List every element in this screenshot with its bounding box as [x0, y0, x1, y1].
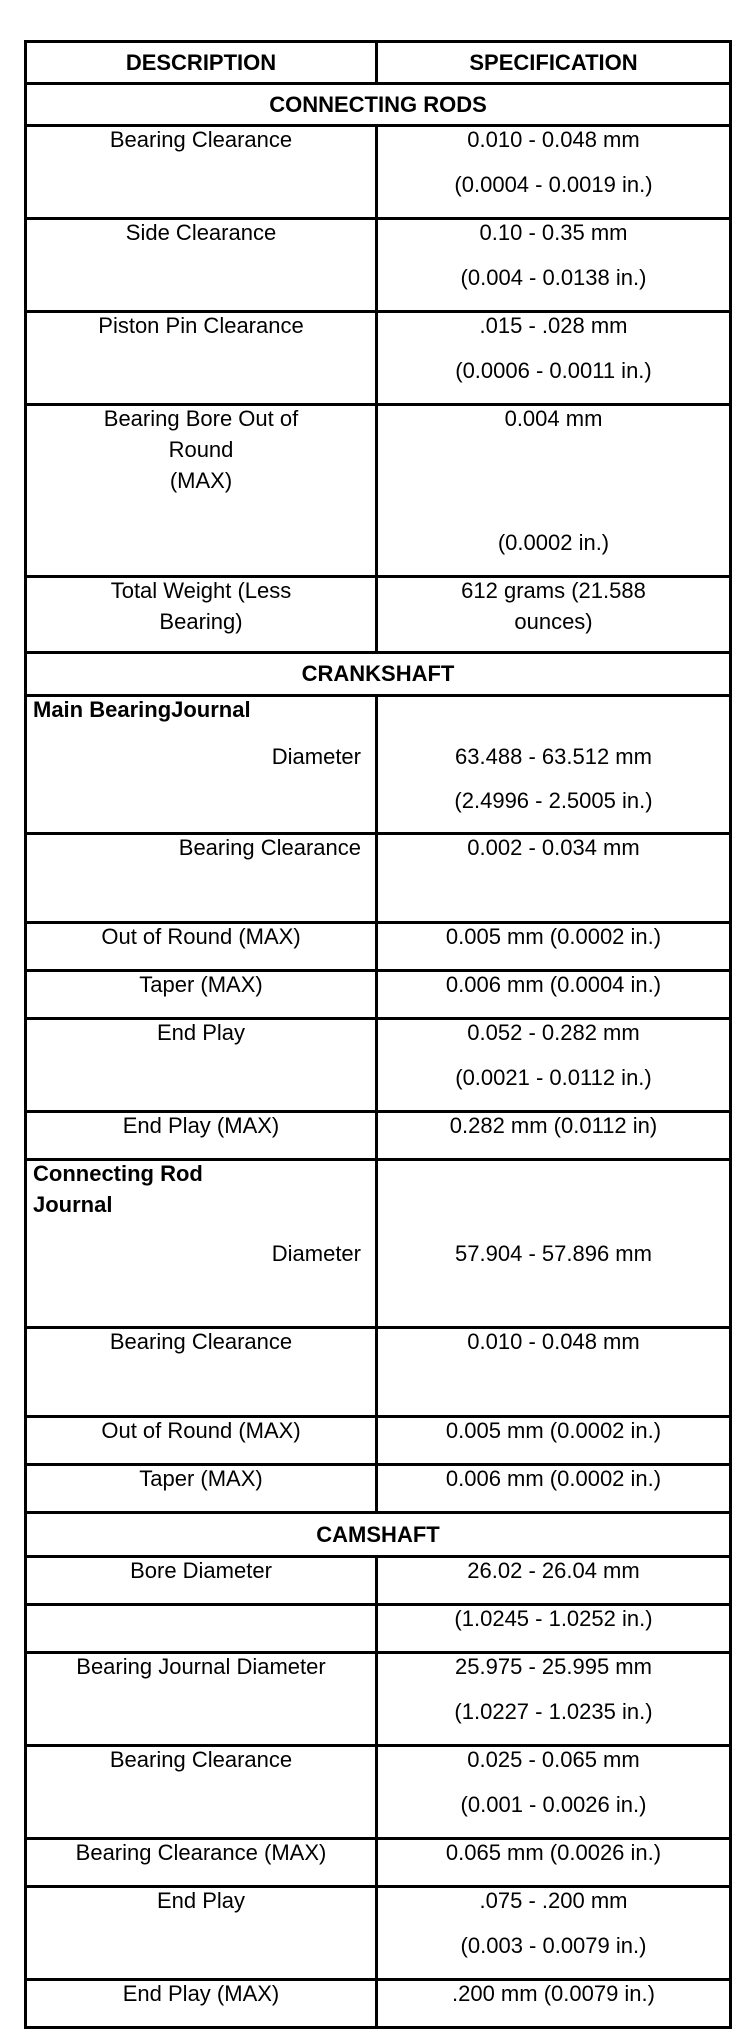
description-line: Piston Pin Clearance: [98, 313, 304, 338]
description-line: End Play (MAX): [122, 1981, 280, 2006]
description-line: Out of Round (MAX): [101, 1418, 301, 1443]
description-line: Bearing Clearance (MAX): [75, 1840, 327, 1865]
specification-line: 25.975 - 25.995 mm: [455, 1654, 652, 1679]
specification-line: 0.052 - 0.282 mm: [467, 1020, 640, 1045]
description-cell: [26, 1465, 377, 1513]
specification-cell: [377, 1328, 731, 1417]
table-row: [26, 1417, 731, 1465]
specification-line: 0.025 - 0.065 mm: [467, 1747, 640, 1772]
specification-cell: [377, 1557, 731, 1605]
description-line: Total Weight (Less: [110, 578, 292, 603]
specification-line: .075 - .200 mm: [479, 1888, 628, 1913]
specification-cell: [377, 1112, 731, 1160]
table-row: [26, 1887, 731, 1980]
description-cell: [26, 1328, 377, 1417]
description-line: Bearing Clearance: [109, 1329, 293, 1354]
specification-line: 0.282 mm (0.0112 in): [449, 1113, 658, 1138]
specification-line: 0.005 mm (0.0002 in.): [445, 1418, 662, 1443]
table-row: [26, 696, 731, 834]
description-line: Bearing Clearance: [178, 835, 361, 860]
section-title: CAMSHAFT: [26, 1513, 731, 1557]
description-line: Bearing Bore Out of: [103, 406, 299, 431]
specification-line: [378, 485, 729, 530]
specification-cell: [377, 834, 731, 923]
description-cell: [26, 219, 377, 312]
specification-line: (0.0006 - 0.0011 in.): [455, 358, 652, 383]
specification-cell: [377, 971, 731, 1019]
specification-cell: [377, 1417, 731, 1465]
specification-cell: [377, 405, 731, 577]
table-row: [26, 1160, 731, 1328]
description-line: Connecting Rod: [33, 1161, 203, 1186]
description-cell: [26, 1417, 377, 1465]
section-header-row: [26, 84, 731, 126]
description-line: Diameter: [271, 1241, 361, 1266]
specification-line: (2.4996 - 2.5005 in.): [454, 788, 653, 813]
description-line: End Play: [156, 1888, 246, 1913]
description-line: Round: [168, 437, 234, 462]
description-line: Journal: [33, 1192, 113, 1217]
description-cell: [26, 1112, 377, 1160]
table-header-row: [26, 42, 731, 84]
section-header-row: [26, 653, 731, 696]
specification-line: 0.005 mm (0.0002 in.): [445, 924, 662, 949]
description-cell: [26, 1557, 377, 1605]
specification-line: 0.006 mm (0.0002 in.): [445, 1466, 662, 1491]
section-title: CONNECTING RODS: [26, 84, 731, 126]
specification-line: 612 grams (21.588: [461, 578, 646, 603]
specification-line: 0.065 mm (0.0026 in.): [445, 1840, 662, 1865]
specification-line: (0.0002 in.): [497, 530, 610, 555]
table-row: [26, 577, 731, 653]
specification-cell: [377, 577, 731, 653]
specification-line: 0.010 - 0.048 mm: [467, 1329, 640, 1354]
specification-cell: [377, 126, 731, 219]
specification-line: 0.004 mm: [504, 406, 603, 431]
specification-line: [378, 1161, 729, 1241]
specification-cell: [377, 696, 731, 834]
specification-line: .015 - .028 mm: [479, 313, 628, 338]
header-description: DESCRIPTION: [26, 42, 377, 84]
table-row: [26, 219, 731, 312]
table-row: [26, 1557, 731, 1605]
description-cell: [26, 1653, 377, 1746]
description-line: Bearing Journal Diameter: [76, 1654, 326, 1679]
specification-cell: [377, 219, 731, 312]
specification-cell: [377, 1160, 731, 1328]
table-row: [26, 1112, 731, 1160]
table-row: [26, 126, 731, 219]
specification-cell: [377, 312, 731, 405]
description-line: [27, 1606, 375, 1651]
table-row: [26, 1980, 731, 2028]
section-title: CRANKSHAFT: [26, 653, 731, 696]
specification-line: (0.001 - 0.0026 in.): [460, 1792, 647, 1817]
description-line: Main BearingJournal: [33, 697, 251, 722]
specification-cell: [377, 1980, 731, 2028]
specification-cell: [377, 1746, 731, 1839]
table-row: [26, 923, 731, 971]
table-row: [26, 834, 731, 923]
specification-line: 0.010 - 0.048 mm: [467, 127, 640, 152]
specification-line: (0.003 - 0.0079 in.): [460, 1933, 647, 1958]
description-cell: [26, 696, 377, 834]
description-cell: [26, 1605, 377, 1653]
specification-line: .200 mm (0.0079 in.): [452, 1981, 655, 2006]
description-cell: [26, 1019, 377, 1112]
specification-cell: [377, 1605, 731, 1653]
description-cell: [26, 1887, 377, 1980]
description-cell: [26, 1746, 377, 1839]
description-line: Bearing Clearance: [109, 1747, 293, 1772]
specification-line: 0.002 - 0.034 mm: [467, 835, 640, 860]
section-header-row: [26, 1513, 731, 1557]
specification-cell: [377, 1653, 731, 1746]
specification-cell: [377, 1887, 731, 1980]
specification-line: 26.02 - 26.04 mm: [467, 1558, 640, 1583]
table-row: [26, 312, 731, 405]
specification-line: 57.904 - 57.896 mm: [455, 1241, 652, 1266]
specification-line: 0.006 mm (0.0004 in.): [445, 972, 662, 997]
specification-line: 0.10 - 0.35 mm: [479, 220, 628, 245]
specification-line: (1.0245 - 1.0252 in.): [454, 1606, 653, 1631]
header-specification: SPECIFICATION: [377, 42, 731, 84]
specification-line: 63.488 - 63.512 mm: [455, 744, 652, 769]
description-cell: [26, 923, 377, 971]
description-line: Taper (MAX): [139, 972, 263, 997]
table-row: [26, 1605, 731, 1653]
description-line: Taper (MAX): [139, 1466, 263, 1491]
table-row: [26, 1465, 731, 1513]
table-row: [26, 405, 731, 577]
specification-line: (1.0227 - 1.0235 in.): [454, 1699, 653, 1724]
description-cell: [26, 1839, 377, 1887]
description-cell: [26, 1160, 377, 1328]
description-line: (MAX): [169, 468, 233, 493]
specification-line: (0.0021 - 0.0112 in.): [455, 1065, 652, 1090]
description-cell: [26, 405, 377, 577]
specification-line: (0.0004 - 0.0019 in.): [454, 172, 653, 197]
table-row: [26, 971, 731, 1019]
description-cell: [26, 971, 377, 1019]
description-line: Bore Diameter: [130, 1558, 272, 1583]
description-line: Diameter: [271, 744, 361, 769]
description-cell: [26, 126, 377, 219]
description-cell: [26, 577, 377, 653]
description-line: Out of Round (MAX): [101, 924, 301, 949]
table-row: [26, 1328, 731, 1417]
description-line: End Play: [156, 1020, 246, 1045]
description-line: End Play (MAX): [122, 1113, 280, 1138]
specification-line: [378, 697, 729, 744]
table-row: [26, 1746, 731, 1839]
description-line: Side Clearance: [125, 220, 277, 245]
description-line: Bearing Clearance: [109, 127, 293, 152]
description-cell: [26, 834, 377, 923]
table-row: [26, 1653, 731, 1746]
description-cell: [26, 312, 377, 405]
specification-line: ounces): [514, 609, 593, 634]
specification-table: [24, 40, 732, 2029]
specification-cell: [377, 923, 731, 971]
specification-cell: [377, 1019, 731, 1112]
specification-cell: [377, 1465, 731, 1513]
description-line: Bearing): [159, 609, 243, 634]
description-cell: [26, 1980, 377, 2028]
table-row: [26, 1019, 731, 1112]
table-row: [26, 1839, 731, 1887]
specification-line: (0.004 - 0.0138 in.): [460, 265, 647, 290]
specification-cell: [377, 1839, 731, 1887]
